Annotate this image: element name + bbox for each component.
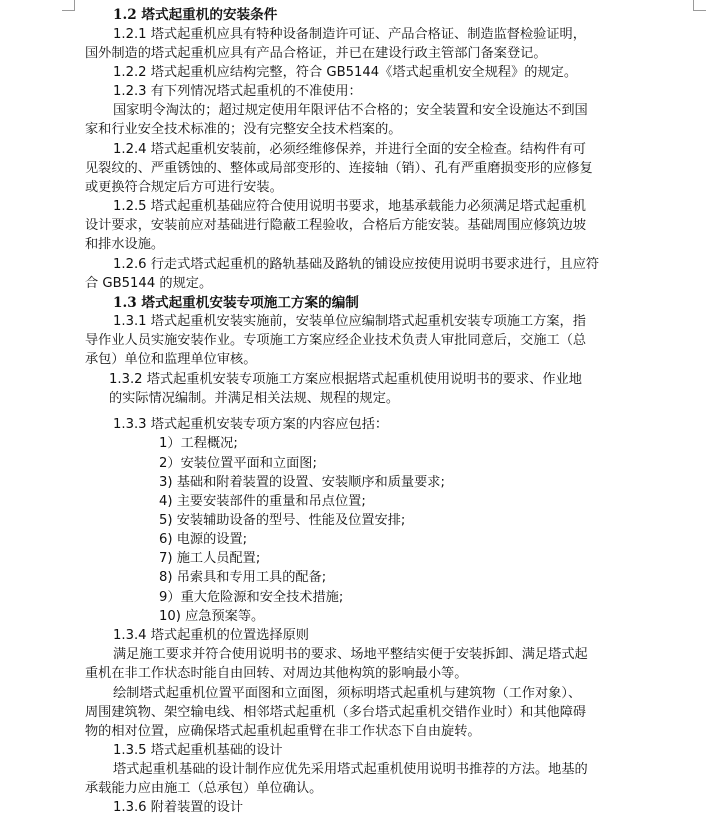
paragraph-line: 物的相对位置，应确保塔式起重机起重臂在非工作状态下自由旋转。 [85, 724, 481, 739]
paragraph-line: 国家明令淘汰的；超过规定使用年限评估不合格的；安全装置和安全设施达不到国 [113, 103, 588, 118]
paragraph-line: 1.2.6 行走式塔式起重机的路轨基础及路轨的铺设应按使用说明书要求进行，且应符 [113, 257, 600, 272]
paragraph-line: 承载能力应由施工（总承包）单位确认。 [85, 781, 323, 796]
list-item: 7) 施工人员配置; [159, 551, 261, 566]
list-item: 5) 安装辅助设备的型号、性能及位置安排; [159, 513, 406, 528]
paragraph-line: 国外制造的塔式起重机应具有产品合格证，并已在建设行政主管部门备案登记。 [85, 46, 547, 61]
list-item: 4) 主要安装部件的重量和吊点位置; [159, 494, 366, 509]
crop-mark-top-left [62, 0, 75, 11]
paragraph-line: 或更换符合规定后方可进行安装。 [85, 180, 283, 195]
paragraph-line: 1.2.5 塔式起重机基础应符合使用说明书要求，地基承载能力必须满足塔式起重机 [113, 199, 586, 214]
paragraph-line: 设计要求，安装前应对基础进行隐蔽工程验收，合格后方能安装。基础周围应修筑边坡 [85, 218, 587, 233]
paragraph-line: 重机在非工作状态时能自由回转、对周边其他构筑的影响最小等。 [85, 666, 468, 681]
paragraph-line: 1.3.6 附着装置的设计 [113, 800, 244, 815]
section-heading-1-3: 1.3 塔式起重机安装专项施工方案的编制 [113, 295, 359, 311]
paragraph-line: 1.3.5 塔式起重机基础的设计 [113, 743, 283, 758]
list-item: 9）重大危险源和安全技术措施; [159, 590, 344, 605]
paragraph-line: 1.3.2 塔式起重机安装专项施工方案应根据塔式起重机使用说明书的要求、作业地 [109, 372, 582, 387]
paragraph-line: 1.3.4 塔式起重机的位置选择原则 [113, 628, 309, 643]
list-item: 2）安装位置平面和立面图; [159, 456, 317, 471]
paragraph-line: 1.2.3 有下列情况塔式起重机的不准使用： [113, 84, 362, 99]
list-item: 8) 吊索具和专用工具的配备; [159, 570, 327, 585]
paragraph-line: 见裂纹的、严重锈蚀的、整体或局部变形的、连接轴（销）、孔有严重磨损变形的应修复 [85, 161, 593, 176]
paragraph-line: 1.3.3 塔式起重机安装专项方案的内容应包括： [113, 417, 389, 432]
paragraph-line: 承包）单位和监理单位审核。 [85, 352, 257, 367]
paragraph-line: 合 GB5144 的规定。 [85, 276, 213, 291]
list-item: 1）工程概况; [159, 436, 238, 451]
paragraph-line: 绘制塔式起重机位置平面图和立面图，须标明塔式起重机与建筑物（工作对象）、 [113, 686, 582, 701]
paragraph-line: 塔式起重机基础的设计制作应优先采用塔式起重机使用说明书推荐的方法。地基的 [113, 762, 588, 777]
paragraph-line: 周围建筑物、架空输电线、相邻塔式起重机（多台塔式起重机交错作业时）和其他障碍 [85, 705, 587, 720]
section-heading-1-2: 1.2 塔式起重机的安装条件 [113, 7, 278, 23]
paragraph-line: 1.2.2 塔式起重机应结构完整，符合 GB5144《塔式起重机安全规程》的规定。 [113, 65, 578, 80]
paragraph-line: 1.3.1 塔式起重机安装实施前，安装单位应编制塔式起重机安装专项施工方案，指 [113, 314, 586, 329]
paragraph-line: 1.2.1 塔式起重机应具有特种设备制造许可证、产品合格证、制造监督检验证明， [113, 27, 586, 42]
paragraph-line: 和排水设施。 [85, 237, 165, 252]
paragraph-line: 1.2.4 塔式起重机安装前，必须经维修保养，并进行全面的安全检查。结构件有可 [113, 142, 586, 157]
paragraph-line: 的实际情况编制。并满足相关法规、规程的规定。 [109, 391, 400, 406]
list-item: 10) 应急预案等。 [159, 609, 265, 624]
paragraph-line: 导作业人员实施安装作业。专项施工方案应经企业技术负责人审批同意后，交施工（总 [85, 333, 587, 348]
list-item: 3) 基础和附着装置的设置、安装顺序和质量要求; [159, 475, 445, 490]
paragraph-line: 家和行业安全技术标准的；没有完整安全技术档案的。 [85, 122, 402, 137]
list-item: 6) 电源的设置; [159, 532, 248, 547]
paragraph-line: 满足施工要求并符合使用说明书的要求、场地平整结实便于安装拆卸、满足塔式起 [113, 647, 588, 662]
